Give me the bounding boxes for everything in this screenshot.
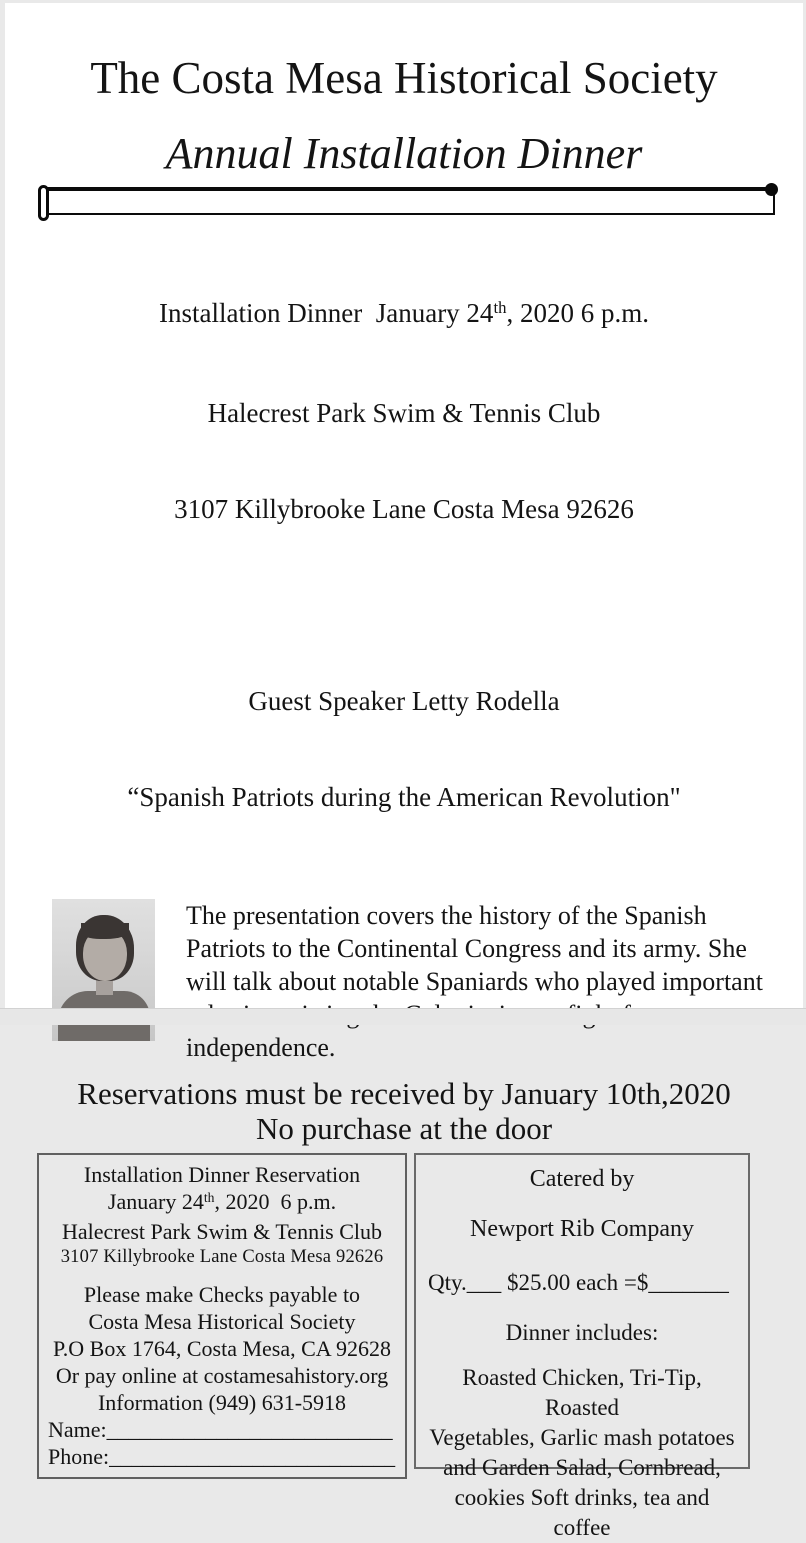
presentation-description: [186, 899, 763, 1064]
menu-description: [428, 1363, 736, 1543]
description-line: Patriots to the Continental Congress and its army. She: [186, 934, 747, 963]
event-address: 3107 Killybrooke Lane Costa Mesa 92626: [174, 494, 634, 524]
phone-fill-line: [48, 1443, 396, 1470]
reservation-address: 3107 Killybrooke Lane Costa Mesa 92626: [60, 1247, 384, 1267]
menu-line: and Garden Salad, Cornbread,: [443, 1455, 721, 1480]
payment-line: Or pay online at costamesahistory.org: [55, 1363, 389, 1388]
reservation-date-line: January 24th, 2020 6 p.m.: [107, 1189, 337, 1214]
speaker-details: [5, 621, 803, 877]
event-date-line: Installation Dinner January 24th, 2020 6 p.m.: [159, 297, 649, 328]
superscript-th: th: [493, 297, 507, 317]
reservation-deadline: Reservations must be received by January 10th,2020: [77, 1076, 731, 1111]
page-title: The Costa Mesa Historical Society: [90, 53, 718, 103]
menu-line: Vegetables, Garlic mash potatoes: [429, 1425, 735, 1450]
speaker-name: Guest Speaker Letty Rodella: [248, 686, 560, 716]
payment-line: Information (949) 631-5918: [97, 1390, 347, 1415]
catering-box-title: Catered by: [529, 1166, 635, 1192]
banner-right-nub: [765, 183, 778, 196]
event-venue: Halecrest Park Swim & Tennis Club: [207, 398, 601, 428]
reservation-notice: [5, 1076, 803, 1146]
payment-instructions: [48, 1281, 396, 1416]
caterer-name: Newport Rib Company: [470, 1216, 694, 1242]
reservation-box-title: Installation Dinner Reservation: [83, 1162, 361, 1187]
description-line: The presentation covers the history of the Spanish: [186, 901, 707, 930]
name-fill-line: [48, 1416, 396, 1443]
page-bottom-edge: [0, 1008, 806, 1025]
reservation-venue: Halecrest Park Swim & Tennis Club: [61, 1219, 383, 1244]
description-line: independence.: [186, 1033, 336, 1062]
payment-line: Please make Checks payable to: [83, 1282, 361, 1307]
event-details: [5, 233, 803, 589]
description-line: will talk about notable Spaniards who played important: [186, 967, 763, 996]
name-label: Name:: [48, 1417, 107, 1442]
dinner-includes-label: Dinner includes:: [505, 1320, 659, 1345]
speaker-topic: “Spanish Patriots during the American Revolution": [127, 782, 681, 812]
banner-rod-end: [38, 185, 49, 221]
portrait-fringe-shape: [81, 923, 129, 939]
phone-blank-field: __________________________: [109, 1444, 396, 1469]
reservation-form-box: [37, 1153, 407, 1479]
catering-box: [414, 1153, 750, 1540]
name-blank-field: __________________________: [106, 1417, 393, 1442]
quantity-price-line: Qty.___ $25.00 each =$_______: [428, 1270, 729, 1295]
superscript-th: th: [203, 1189, 215, 1205]
menu-line: Roasted Chicken, Tri-Tip, Roasted: [462, 1365, 702, 1420]
phone-label: Phone:: [48, 1444, 110, 1469]
page-subtitle: Annual Installation Dinner: [165, 129, 643, 178]
payment-line: Costa Mesa Historical Society: [88, 1309, 356, 1334]
banner-bar: [45, 187, 775, 215]
flyer-page: [5, 3, 803, 1540]
payment-line: P.O Box 1764, Costa Mesa, CA 92628: [53, 1336, 391, 1361]
about-section: [52, 899, 775, 1064]
menu-line: cookies Soft drinks, tea and coffee: [454, 1485, 710, 1540]
scroll-banner-divider: [38, 185, 775, 221]
bottom-boxes: [37, 1153, 803, 1540]
no-purchase-notice: No purchase at the door: [255, 1111, 553, 1146]
